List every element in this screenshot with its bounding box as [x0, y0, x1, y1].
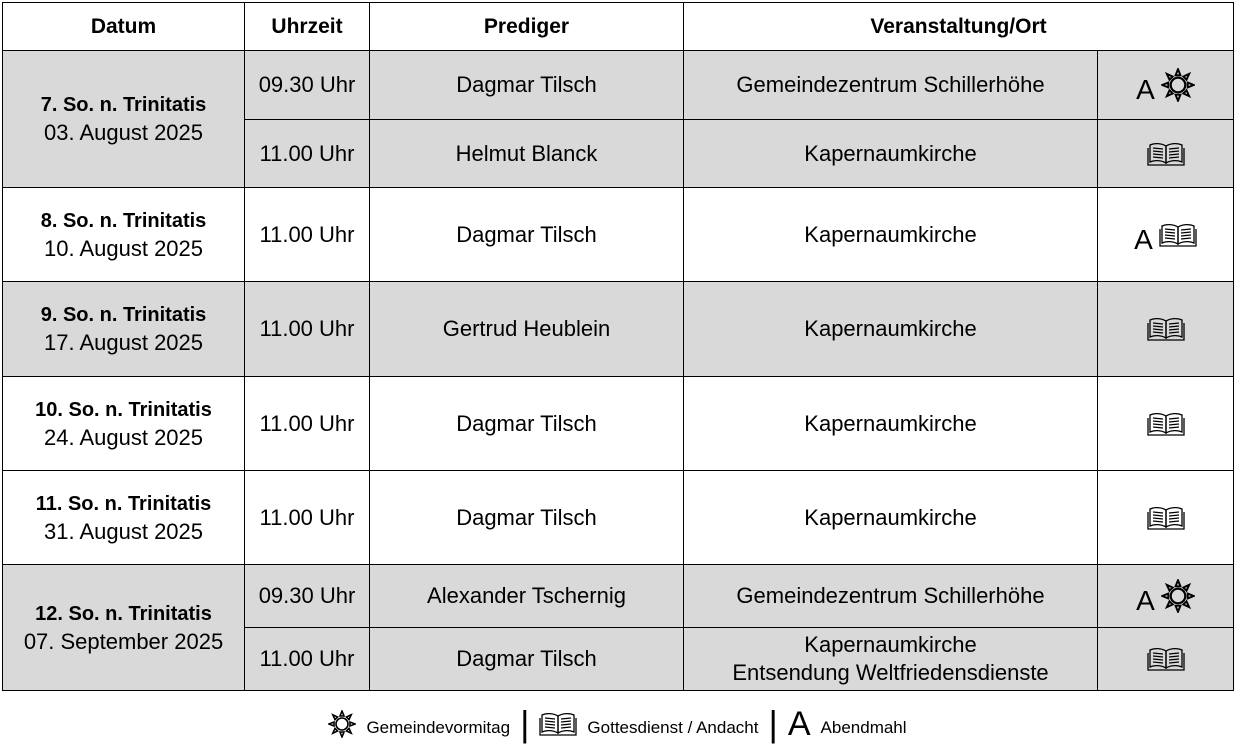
date-value: 17. August 2025 — [43, 330, 204, 355]
symbol-group — [1136, 65, 1195, 105]
date-cell — [3, 471, 245, 565]
place-line: Gemeindezentrum Schillerhöhe — [736, 583, 1045, 608]
table-row — [3, 471, 1234, 565]
place-line: Entsendung Weltfriedensdienste — [732, 660, 1049, 685]
sunday-name: 9. So. n. Trinitatis — [40, 304, 207, 326]
sunday-name: 8. So. n. Trinitatis — [40, 209, 207, 232]
abendmahl-letter: A — [1136, 74, 1155, 105]
symbol-group — [1147, 639, 1185, 679]
preacher-cell: Dagmar Tilsch — [370, 628, 684, 691]
symbol-cell — [1098, 377, 1234, 471]
symbol-group — [1147, 404, 1185, 444]
symbol-cell — [1098, 51, 1234, 120]
date-value: 07. September 2025 — [23, 628, 224, 654]
table-row — [3, 188, 1234, 282]
place-cell — [684, 120, 1098, 188]
sunday-name: 7. So. n. Trinitatis — [40, 94, 207, 116]
sunday-name: 12. So. n. Trinitatis — [35, 602, 212, 625]
time-cell: 11.00 Uhr — [245, 188, 370, 282]
book-icon — [1159, 221, 1197, 249]
time-cell: 11.00 Uhr — [245, 471, 370, 565]
book-icon — [539, 711, 577, 737]
time-cell: 09.30 Uhr — [245, 51, 370, 120]
place-cell — [684, 565, 1098, 628]
place-line: Kapernaumkirche — [804, 140, 977, 166]
header-row — [3, 3, 1234, 51]
legend-separator: | — [768, 703, 778, 744]
sunday-name: 10. So. n. Trinitatis — [35, 398, 212, 421]
legend-book-label: Gottesdienst / Andacht — [587, 718, 759, 737]
book-icon — [1147, 410, 1185, 438]
date-cell — [3, 565, 245, 691]
place-line: Kapernaumkirche — [804, 410, 977, 436]
legend — [0, 700, 1235, 748]
sunday-name: 11. So. n. Trinitatis — [35, 492, 212, 515]
date-cell — [3, 282, 245, 377]
book-icon — [1147, 315, 1185, 343]
symbol-cell — [1098, 628, 1234, 691]
place-line: Kapernaumkirche — [804, 221, 977, 247]
table-row — [3, 282, 1234, 377]
symbol-group — [1147, 134, 1185, 174]
place-line: Kapernaumkirche — [804, 316, 977, 341]
time-cell: 09.30 Uhr — [245, 565, 370, 628]
date-value: 03. August 2025 — [43, 120, 204, 145]
date-cell — [3, 51, 245, 188]
symbol-group — [1147, 309, 1185, 349]
book-icon — [1147, 504, 1185, 532]
place-cell — [684, 188, 1098, 282]
table-row — [3, 51, 1234, 120]
book-icon — [1147, 140, 1185, 168]
time-cell: 11.00 Uhr — [245, 377, 370, 471]
place-line: Kapernaumkirche — [804, 632, 977, 657]
time-cell: 11.00 Uhr — [245, 628, 370, 691]
time-cell: 11.00 Uhr — [245, 120, 370, 188]
preacher-cell: Dagmar Tilsch — [370, 377, 684, 471]
place-cell — [684, 471, 1098, 565]
symbol-cell — [1098, 282, 1234, 377]
legend-abendmahl-label: Abendmahl — [820, 718, 907, 737]
legend-abendmahl-letter: A — [787, 705, 811, 743]
time-cell: 11.00 Uhr — [245, 282, 370, 377]
symbol-cell — [1098, 565, 1234, 628]
place-cell — [684, 377, 1098, 471]
book-icon — [1147, 645, 1185, 673]
place-cell — [684, 51, 1098, 120]
table-row — [3, 377, 1234, 471]
header-veranstaltung: Veranstaltung/Ort — [684, 3, 1234, 51]
place-cell — [684, 282, 1098, 377]
preacher-cell: Dagmar Tilsch — [370, 188, 684, 282]
symbol-group — [1147, 498, 1185, 538]
sun-icon — [328, 710, 356, 738]
symbol-group — [1136, 576, 1195, 616]
header-prediger: Prediger — [370, 3, 684, 51]
sun-icon — [1161, 579, 1195, 613]
preacher-cell: Gertrud Heublein — [370, 282, 684, 377]
legend-sun-icon — [328, 710, 356, 738]
legend-book-icon — [539, 711, 577, 737]
symbol-cell — [1098, 120, 1234, 188]
date-value: 31. August 2025 — [43, 518, 204, 544]
abendmahl-letter: A — [1136, 585, 1155, 616]
header-uhrzeit: Uhrzeit — [245, 3, 370, 51]
legend-separator: | — [520, 703, 530, 744]
header-datum: Datum — [3, 3, 245, 51]
date-cell — [3, 188, 245, 282]
preacher-cell: Dagmar Tilsch — [370, 51, 684, 120]
preacher-cell: Alexander Tschernig — [370, 565, 684, 628]
symbol-cell — [1098, 471, 1234, 565]
place-line: Gemeindezentrum Schillerhöhe — [736, 72, 1045, 97]
table-row — [3, 565, 1234, 628]
place-cell — [684, 628, 1098, 691]
sun-icon — [1161, 68, 1195, 102]
service-schedule-table — [2, 2, 1234, 691]
date-cell — [3, 377, 245, 471]
symbol-cell — [1098, 188, 1234, 282]
date-value: 24. August 2025 — [43, 424, 204, 450]
date-value: 10. August 2025 — [43, 235, 204, 261]
abendmahl-letter: A — [1134, 223, 1153, 255]
legend-sun-label: Gemeindevormitag — [366, 718, 511, 737]
preacher-cell: Dagmar Tilsch — [370, 471, 684, 565]
symbol-group — [1134, 215, 1197, 255]
place-line: Kapernaumkirche — [804, 504, 977, 530]
preacher-cell: Helmut Blanck — [370, 120, 684, 188]
